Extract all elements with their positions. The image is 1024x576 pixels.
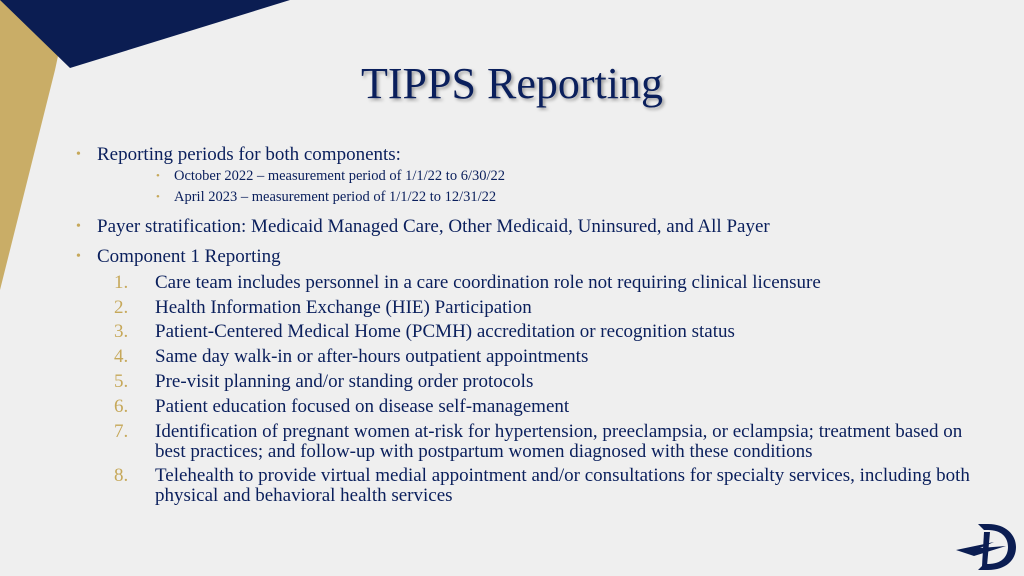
sub-bullet-text: April 2023 – measurement period of 1/1/22 to 12/31/22 <box>174 189 497 205</box>
numbered-item <box>76 298 976 318</box>
item-text: Same day walk-in or after-hours outpatient appointments <box>155 346 589 368</box>
slide-title: TIPPS Reporting <box>361 59 663 108</box>
numbered-item <box>76 322 976 342</box>
bullet-text: Reporting periods for both components: <box>97 144 401 165</box>
bullet-text: Payer stratification: Medicaid Managed Care, Other Medicaid, Uninsured, and All Payer <box>97 216 770 237</box>
bullet-payer-stratification <box>76 215 976 238</box>
sub-bullet-marker: • <box>156 170 160 182</box>
item-number: 4. <box>114 346 129 368</box>
numbered-item <box>76 422 976 462</box>
item-number: 1. <box>114 271 129 293</box>
logo-swoosh <box>956 542 1006 556</box>
item-number: 6. <box>114 395 129 417</box>
item-number: 2. <box>114 296 129 318</box>
numbered-item <box>76 273 976 293</box>
item-number: 3. <box>114 321 129 343</box>
bullet-marker: • <box>76 249 81 264</box>
sub-bullet-text: October 2022 – measurement period of 1/1/22 to 6/30/22 <box>174 168 506 184</box>
sub-bullet-marker: • <box>156 191 160 203</box>
sub-bullet <box>76 187 976 208</box>
numbered-item <box>76 466 976 506</box>
numbered-item <box>76 347 976 367</box>
item-text: Telehealth to provide virtual medial appointment and/or consultations for specialty services, including both physical and behavioral health services <box>155 465 970 507</box>
item-text: Health Information Exchange (HIE) Participation <box>155 296 532 318</box>
item-text: Patient-Centered Medical Home (PCMH) accreditation or recognition status <box>155 321 735 343</box>
gold-corner-shape <box>0 0 70 290</box>
item-number: 7. <box>114 420 129 442</box>
slide-content <box>76 143 976 506</box>
logo-icon <box>954 520 1018 572</box>
numbered-item <box>76 397 976 417</box>
bullet-text: Component 1 Reporting <box>97 246 281 267</box>
item-text: Pre-visit planning and/or standing order protocols <box>155 370 534 392</box>
bullet-component-1 <box>76 245 976 268</box>
numbered-item <box>76 372 976 392</box>
item-text: Patient education focused on disease self-management <box>155 395 570 417</box>
item-text: Identification of pregnant women at-risk for hypertension, preeclampsia, or eclampsia; treatment based on best practices; and follow-up with postpartum women diagnosed with these conditions <box>155 420 963 462</box>
bullet-reporting-periods <box>76 143 976 166</box>
item-number: 8. <box>114 465 129 487</box>
bullet-marker: • <box>76 147 81 162</box>
sub-bullet <box>76 166 976 187</box>
item-number: 5. <box>114 370 129 392</box>
item-text: Care team includes personnel in a care coordination role not requiring clinical licensure <box>155 271 821 293</box>
bullet-marker: • <box>76 219 81 234</box>
